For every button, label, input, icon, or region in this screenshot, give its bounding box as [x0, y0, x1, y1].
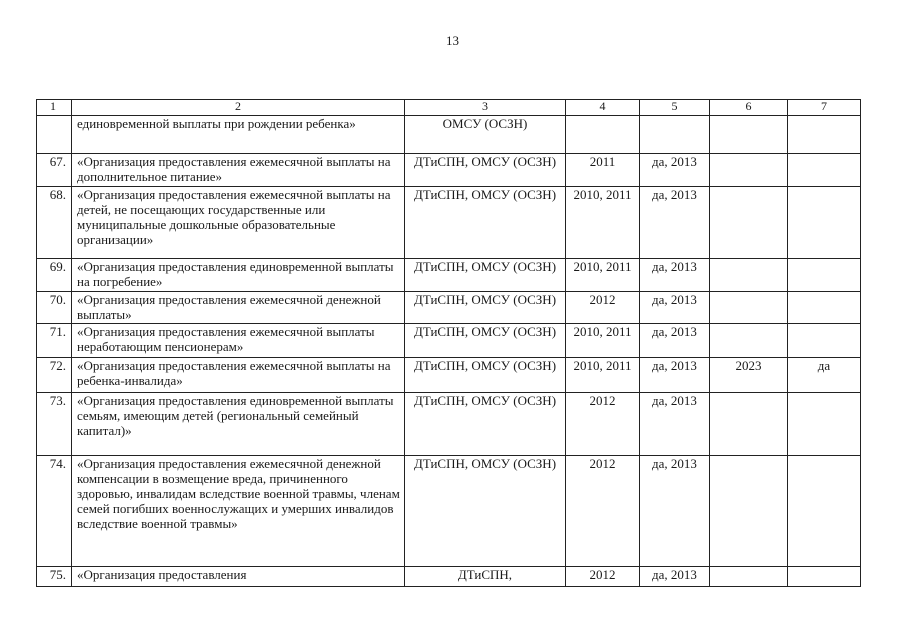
- table-row: [37, 154, 861, 187]
- status: да, 2013: [640, 154, 710, 187]
- service-name: «Организация предоставления: [72, 567, 405, 587]
- years: 2012: [566, 393, 640, 456]
- status: да, 2013: [640, 259, 710, 292]
- service-name: «Организация предоставления ежемесячной денежной выплаты»: [72, 292, 405, 324]
- years: 2012: [566, 292, 640, 324]
- table-row: [37, 358, 861, 393]
- service-name: «Организация предоставления единовременной выплаты семьям, имеющим детей (региональный семейный капитал)»: [72, 393, 405, 456]
- col-7-value: [788, 292, 861, 324]
- row-number: 72.: [37, 358, 72, 393]
- row-number: 70.: [37, 292, 72, 324]
- header-col-4: 4: [566, 100, 640, 116]
- header-col-7: 7: [788, 100, 861, 116]
- responsible-agency: ДТиСПН, ОМСУ (ОСЗН): [405, 324, 566, 358]
- responsible-agency: ДТиСПН, ОМСУ (ОСЗН): [405, 154, 566, 187]
- col-7-value: [788, 187, 861, 259]
- col-7-value: [788, 456, 861, 567]
- row-number: 73.: [37, 393, 72, 456]
- service-name: «Организация предоставления ежемесячной выплаты неработающим пенсионерам»: [72, 324, 405, 358]
- row-number: [37, 116, 72, 154]
- years: 2010, 2011: [566, 324, 640, 358]
- row-number: 67.: [37, 154, 72, 187]
- service-name: «Организация предоставления ежемесячной выплаты на ребенка-инвалида»: [72, 358, 405, 393]
- row-number: 68.: [37, 187, 72, 259]
- col-6-value: [710, 324, 788, 358]
- years: 2012: [566, 567, 640, 587]
- page-number: 13: [446, 33, 459, 48]
- responsible-agency: ДТиСПН, ОМСУ (ОСЗН): [405, 358, 566, 393]
- years: 2010, 2011: [566, 358, 640, 393]
- col-6-value: [710, 567, 788, 587]
- col-6-value: [710, 259, 788, 292]
- years: 2011: [566, 154, 640, 187]
- status: да, 2013: [640, 567, 710, 587]
- status: да, 2013: [640, 324, 710, 358]
- responsible-agency: ДТиСПН, ОМСУ (ОСЗН): [405, 393, 566, 456]
- services-table: [36, 99, 861, 587]
- service-name: «Организация предоставления единовременной выплаты на погребение»: [72, 259, 405, 292]
- col-7-value: [788, 567, 861, 587]
- header-col-5: 5: [640, 100, 710, 116]
- col-6-value: [710, 187, 788, 259]
- header-col-6: 6: [710, 100, 788, 116]
- col-7-value: [788, 393, 861, 456]
- col-6-value: [710, 456, 788, 567]
- row-number: 69.: [37, 259, 72, 292]
- col-7-value: [788, 324, 861, 358]
- service-name: единовременной выплаты при рождении ребенка»: [72, 116, 405, 154]
- col-7-value: [788, 154, 861, 187]
- status: да, 2013: [640, 393, 710, 456]
- service-name: «Организация предоставления ежемесячной выплаты на детей, не посещающих государственные или муниципальные дошкольные образовательные организации»: [72, 187, 405, 259]
- col-6-value: [710, 154, 788, 187]
- table-row: [37, 393, 861, 456]
- col-7-value: [788, 116, 861, 154]
- header-col-2: 2: [72, 100, 405, 116]
- status: да, 2013: [640, 187, 710, 259]
- col-7-value: [788, 259, 861, 292]
- col-6-value: 2023: [710, 358, 788, 393]
- responsible-agency: ДТиСПН, ОМСУ (ОСЗН): [405, 456, 566, 567]
- table-row: [37, 187, 861, 259]
- responsible-agency: ДТиСПН, ОМСУ (ОСЗН): [405, 259, 566, 292]
- years: 2012: [566, 456, 640, 567]
- table-row: [37, 292, 861, 324]
- service-name: «Организация предоставления ежемесячной денежной компенсации в возмещение вреда, причиненного здоровью, инвалидам вследствие военной травмы, членам семей погибших военнослужащих и умерших инвалидов вследствие военной травмы»: [72, 456, 405, 567]
- status: да, 2013: [640, 456, 710, 567]
- years: 2010, 2011: [566, 187, 640, 259]
- table-header-row: [37, 100, 861, 116]
- responsible-agency: ДТиСПН, ОМСУ (ОСЗН): [405, 187, 566, 259]
- col-6-value: [710, 116, 788, 154]
- col-6-value: [710, 292, 788, 324]
- years: [566, 116, 640, 154]
- table-row: [37, 456, 861, 567]
- col-7-value: да: [788, 358, 861, 393]
- status: да, 2013: [640, 358, 710, 393]
- table-row: [37, 259, 861, 292]
- status: [640, 116, 710, 154]
- years: 2010, 2011: [566, 259, 640, 292]
- responsible-agency: ОМСУ (ОСЗН): [405, 116, 566, 154]
- service-name: «Организация предоставления ежемесячной выплаты на дополнительное питание»: [72, 154, 405, 187]
- responsible-agency: ДТиСПН, ОМСУ (ОСЗН): [405, 292, 566, 324]
- table-row: [37, 324, 861, 358]
- header-col-3: 3: [405, 100, 566, 116]
- table-row: [37, 567, 861, 587]
- header-col-1: 1: [37, 100, 72, 116]
- status: да, 2013: [640, 292, 710, 324]
- row-number: 75.: [37, 567, 72, 587]
- row-number: 74.: [37, 456, 72, 567]
- table-row: [37, 116, 861, 154]
- row-number: 71.: [37, 324, 72, 358]
- col-6-value: [710, 393, 788, 456]
- responsible-agency: ДТиСПН,: [405, 567, 566, 587]
